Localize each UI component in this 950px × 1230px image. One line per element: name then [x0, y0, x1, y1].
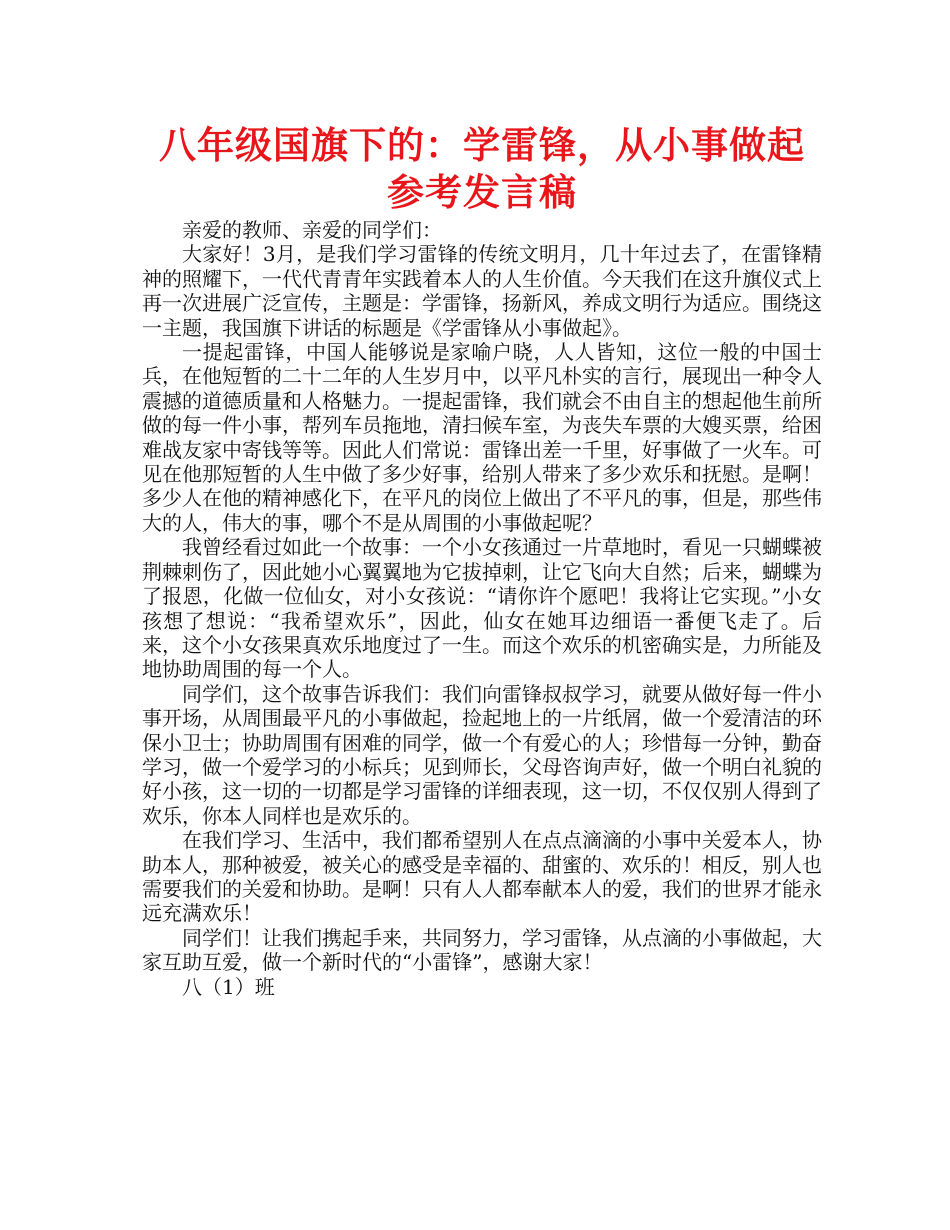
body-paragraph: 同学们！让我们携起手来，共同努力，学习雷锋，从点滴的小事做起，大家互助互爱，做一个新时代的“小雷锋”，感谢大家！ — [142, 925, 822, 975]
salutation-paragraph: 亲爱的教师、亲爱的同学们： — [182, 218, 442, 242]
body-paragraph: 同学们，这个故事告诉我们：我们向雷锋叔叔学习，就要从做好每一件小事开场，从周围最平凡的小事做起，捡起地上的一片纸屑，做一个爱清洁的环保小卫士；协助周围有困难的同学，做一个有爱心的人；珍惜每一分钟，勤奋学习，做一个爱学习的小标兵；见到师长，父母咨询声好，做一个明白礼貌的好小孩，这一切的一切都是学习雷锋的详细表现，这一切，不仅仅别人得到了欢乐，你本人同样也是欢乐的。 — [142, 681, 822, 828]
body-paragraph: 一提起雷锋，中国人能够说是家喻户晓，人人皆知，这位一般的中国士兵，在他短暂的二十二年的人生岁月中，以平凡朴实的言行，展现出一种令人震撼的道德质量和人格魅力。一提起雷锋，我们就会不由自主的想起他生前所做的每一件小事，帮列车员拖地，清扫候车室，为丧失车票的大嫂买票，给困难战友家中寄钱等等。因此人们常说：雷锋出差一千里，好事做了一火车。可见在他那短暂的人生中做了多少好事，给别人带来了多少欢乐和抚慰。是啊！多少人在他的精神感化下，在平凡的岗位上做出了不平凡的事，但是，那些伟大的人，伟大的事，哪个不是从周围的小事做起呢？ — [142, 340, 822, 535]
document-page — [142, 122, 822, 999]
signature-paragraph: 八（1）班 — [182, 974, 275, 999]
body-paragraph: 在我们学习、生活中，我们都希望别人在点点滴滴的小事中关爱本人，协助本人，那种被爱，被关心的感受是幸福的、甜蜜的、欢乐的！相反，别人也需要我们的关爱和协助。是啊！只有人人都奉献本人的爱，我们的世界才能永远充满欢乐！ — [142, 828, 822, 926]
body-paragraph: 我曾经看过如此一个故事：一个小女孩通过一片草地时，看见一只蝴蝶被荆棘刺伤了，因此她小心翼翼地为它拔掉刺，让它飞向大自然；后来，蝴蝶为了报恩，化做一位仙女，对小女孩说：“请你许个愿吧！我将让它实现。”小女孩想了想说：“我希望欢乐”，因此，仙女在她耳边细语一番便飞走了。后来，这个小女孩果真欢乐地度过了一生。而这个欢乐的机密确实是，力所能及地协助周围的每一个人。 — [142, 535, 822, 682]
body-paragraph: 大家好！3月，是我们学习雷锋的传统文明月，几十年过去了，在雷锋精神的照耀下，一代代青青年实践着本人的人生价值。今天我们在这升旗仪式上再一次进展广泛宣传，主题是：学雷锋，扬新风，养成文明行为适应。围绕这一主题，我国旗下讲话的标题是《学雷锋从小事做起》。 — [142, 242, 822, 340]
document-body — [142, 218, 822, 999]
document-title: 八年级国旗下的：学雷锋，从小事做起参考发言稿 — [159, 124, 805, 214]
